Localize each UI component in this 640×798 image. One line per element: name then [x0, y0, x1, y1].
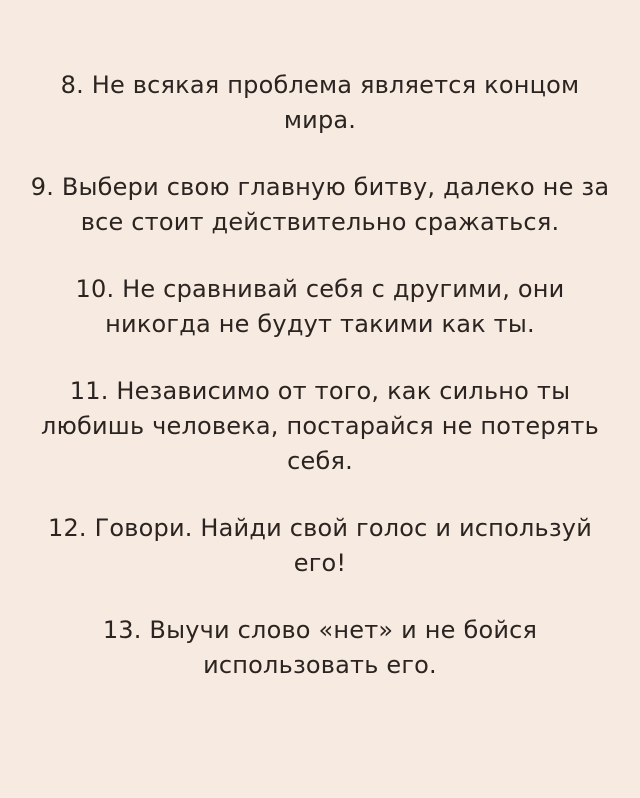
rule-11-line-1: 11. Независимо от того, как сильно ты [69, 377, 571, 405]
rule-item-10 [20, 272, 620, 342]
rule-12-line-1: 12. Говори. Найди свой голос и используй [47, 514, 593, 542]
rule-item-12 [20, 511, 620, 581]
rule-11-line-2: любишь человека, постарайся не потерять [41, 412, 599, 440]
rule-9-line-1: 9. Выбери свою главную битву, далеко не за [30, 173, 610, 201]
rule-10-line-1: 10. Не сравнивай себя с другими, они [75, 275, 565, 303]
rule-13-line-1: 13. Выучи слово «нет» и не бойся [102, 616, 538, 644]
rule-13-line-2: использовать его. [203, 651, 437, 679]
rule-item-9 [20, 170, 620, 240]
rule-item-13 [20, 613, 620, 683]
rule-8-line-2: мира. [283, 106, 357, 134]
rule-12-line-2: его! [293, 549, 347, 577]
rule-11-line-3: себя. [287, 447, 353, 475]
rule-8-line-1: 8. Не всякая проблема является концом [60, 71, 580, 99]
rule-10-line-2: никогда не будут такими как ты. [105, 310, 535, 338]
rule-item-8 [20, 68, 620, 138]
rule-item-11 [20, 374, 620, 479]
rule-9-line-2: все стоит действительно сражаться. [80, 208, 560, 236]
